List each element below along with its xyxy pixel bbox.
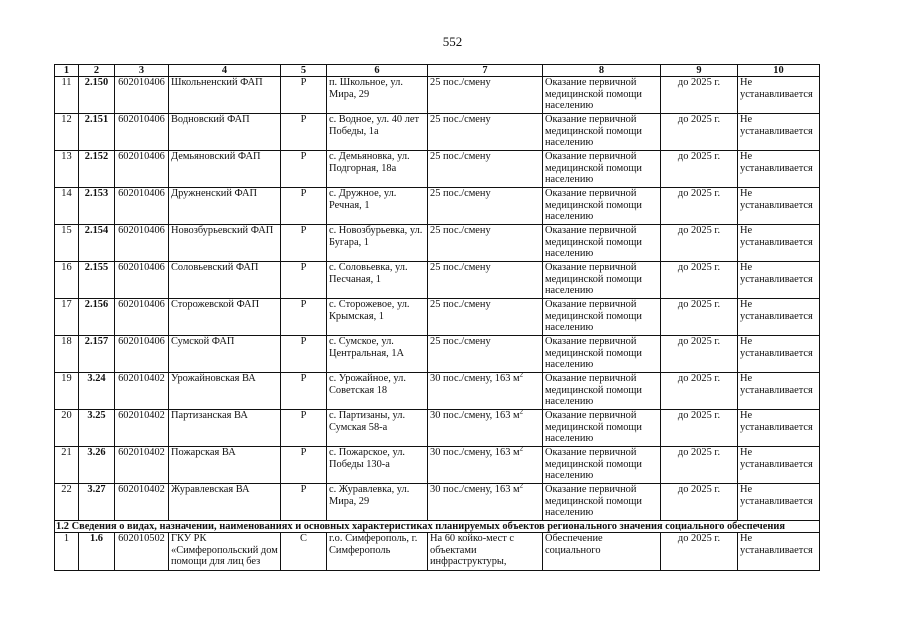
cell-code xyxy=(79,77,115,114)
cell-code: 1.6 xyxy=(79,533,115,571)
cell-deadline-text: до 2025 г. xyxy=(677,262,721,273)
cell-name xyxy=(169,447,281,484)
cell-zone xyxy=(738,114,820,151)
cell-capacity xyxy=(428,114,543,151)
cell-address xyxy=(327,373,428,410)
table-row xyxy=(55,410,820,447)
cell-okpd-text: 602010406 xyxy=(118,336,165,347)
cell-zone xyxy=(738,484,820,521)
cell-type-text: Р xyxy=(300,373,307,384)
cell-number xyxy=(55,151,79,188)
column-header: 9 xyxy=(661,65,738,77)
cell-deadline xyxy=(661,299,738,336)
cell-capacity-text: 30 пос./смену, 163 м xyxy=(430,410,520,421)
cell-address xyxy=(327,77,428,114)
cell-type xyxy=(281,151,327,188)
cell-deadline xyxy=(661,225,738,262)
column-header: 6 xyxy=(327,65,428,77)
cell-capacity xyxy=(428,373,543,410)
cell-address-text: с. Демьяновка, ул. Подгорная, 18а xyxy=(329,151,410,174)
cell-type xyxy=(281,447,327,484)
cell-capacity-text: 30 пос./смену, 163 м xyxy=(430,447,520,458)
cell-okpd: 602010502 xyxy=(115,533,169,571)
cell-deadline xyxy=(661,373,738,410)
cell-number-text: 13 xyxy=(61,151,72,162)
cell-address-text: с. Сумское, ул. Центральная, 1А xyxy=(329,336,405,359)
cell-zone-text: Не устанавливается xyxy=(740,299,813,322)
cell-capacity-text: 25 пос./смену xyxy=(430,114,491,125)
cell-capacity-text: 25 пос./смену xyxy=(430,188,491,199)
cell-code-text: 3.27 xyxy=(87,484,106,495)
cell-purpose-text: Оказание первичной медицинской помощи населению xyxy=(545,336,642,371)
cell-capacity-text: 25 пос./смену xyxy=(430,262,491,273)
cell-okpd-text: 602010402 xyxy=(118,410,165,421)
cell-type-text: Р xyxy=(300,336,307,347)
cell-deadline xyxy=(661,114,738,151)
cell-number-text: 19 xyxy=(61,373,72,384)
cell-type-text: Р xyxy=(300,299,307,310)
table-row xyxy=(55,188,820,225)
cell-okpd xyxy=(115,484,169,521)
cell-capacity-text: 30 пос./смену, 163 м xyxy=(430,373,520,384)
cell-purpose xyxy=(543,225,661,262)
cell-address-text: с. Водное, ул. 40 лет Победы, 1а xyxy=(329,114,420,137)
cell-code-text: 2.155 xyxy=(84,262,109,273)
table-row xyxy=(55,299,820,336)
cell-number xyxy=(55,447,79,484)
cell-type: С xyxy=(281,533,327,571)
cell-name xyxy=(169,151,281,188)
cell-capacity xyxy=(428,299,543,336)
cell-capacity-text: 25 пос./смену xyxy=(430,336,491,347)
cell-name xyxy=(169,484,281,521)
cell-type-text: Р xyxy=(300,410,307,421)
cell-name xyxy=(169,373,281,410)
cell-zone xyxy=(738,151,820,188)
column-header: 2 xyxy=(79,65,115,77)
cell-address-text: с. Дружное, ул. Речная, 1 xyxy=(329,188,397,211)
cell-code xyxy=(79,151,115,188)
cell-deadline-text: до 2025 г. xyxy=(677,114,721,125)
cell-address xyxy=(327,114,428,151)
cell-address xyxy=(327,484,428,521)
cell-name-text: Урожайновская ВА xyxy=(171,373,256,384)
cell-deadline xyxy=(661,484,738,521)
cell-zone xyxy=(738,447,820,484)
column-header: 10 xyxy=(738,65,820,77)
cell-okpd xyxy=(115,225,169,262)
cell-okpd xyxy=(115,410,169,447)
cell-zone-text: Не устанавливается xyxy=(740,336,813,359)
column-header: 5 xyxy=(281,65,327,77)
cell-type xyxy=(281,484,327,521)
cell-purpose xyxy=(543,410,661,447)
cell-address xyxy=(327,225,428,262)
cell-deadline-text: до 2025 г. xyxy=(677,373,721,384)
cell-code-text: 2.156 xyxy=(84,299,109,310)
cell-name xyxy=(169,188,281,225)
cell-capacity xyxy=(428,188,543,225)
cell-type-text: Р xyxy=(300,114,307,125)
cell-code-text: 2.151 xyxy=(84,114,109,125)
cell-number-text: 20 xyxy=(61,410,72,421)
table-row xyxy=(55,77,820,114)
cell-type xyxy=(281,77,327,114)
cell-deadline xyxy=(661,151,738,188)
cell-purpose xyxy=(543,336,661,373)
cell-zone xyxy=(738,77,820,114)
cell-purpose xyxy=(543,373,661,410)
cell-type xyxy=(281,188,327,225)
cell-deadline-text: до 2025 г. xyxy=(677,299,721,310)
cell-number-text: 15 xyxy=(61,225,72,236)
cell-number xyxy=(55,77,79,114)
cell-name xyxy=(169,299,281,336)
cell-capacity-text: 25 пос./смену xyxy=(430,225,491,236)
cell-number xyxy=(55,410,79,447)
square-meter-superscript: 2 xyxy=(519,409,524,416)
cell-zone xyxy=(738,410,820,447)
cell-type xyxy=(281,299,327,336)
cell-number xyxy=(55,262,79,299)
cell-address xyxy=(327,410,428,447)
cell-zone xyxy=(738,373,820,410)
cell-purpose xyxy=(543,188,661,225)
cell-code-text: 2.154 xyxy=(84,225,109,236)
cell-capacity xyxy=(428,77,543,114)
cell-code xyxy=(79,484,115,521)
cell-okpd xyxy=(115,114,169,151)
cell-name xyxy=(169,262,281,299)
cell-capacity xyxy=(428,151,543,188)
cell-capacity xyxy=(428,410,543,447)
cell-code xyxy=(79,447,115,484)
cell-name-text: Журавлевская ВА xyxy=(171,484,250,495)
cell-deadline xyxy=(661,262,738,299)
cell-address-text: с. Партизаны, ул. Сумская 58-а xyxy=(329,410,406,433)
cell-address-text: с. Урожайное, ул. Советская 18 xyxy=(329,373,406,396)
cell-okpd-text: 602010406 xyxy=(118,299,165,310)
cell-type xyxy=(281,410,327,447)
cell-number xyxy=(55,188,79,225)
cell-code xyxy=(79,262,115,299)
cell-capacity-text: 25 пос./смену xyxy=(430,151,491,162)
column-header: 1 xyxy=(55,65,79,77)
cell-purpose xyxy=(543,151,661,188)
cell-purpose-text: Оказание первичной медицинской помощи населению xyxy=(545,299,642,334)
cell-deadline xyxy=(661,336,738,373)
cell-zone-text: Не устанавливается xyxy=(740,484,813,507)
cell-name-text: Новозбурьевский ФАП xyxy=(171,225,274,236)
column-header: 4 xyxy=(169,65,281,77)
cell-okpd-text: 602010406 xyxy=(118,188,165,199)
cell-number xyxy=(55,336,79,373)
cell-code xyxy=(79,410,115,447)
cell-okpd xyxy=(115,77,169,114)
cell-number-text: 21 xyxy=(61,447,72,458)
cell-deadline-text: до 2025 г. xyxy=(677,447,721,458)
cell-capacity xyxy=(428,225,543,262)
cell-purpose xyxy=(543,77,661,114)
cell-name-text: Сумской ФАП xyxy=(171,336,235,347)
cell-purpose-text: Оказание первичной медицинской помощи населению xyxy=(545,77,642,112)
cell-zone xyxy=(738,188,820,225)
cell-address xyxy=(327,447,428,484)
cell-type xyxy=(281,262,327,299)
cell-address xyxy=(327,336,428,373)
cell-code-text: 3.24 xyxy=(87,373,106,384)
cell-zone-text: Не устанавливается xyxy=(740,447,813,470)
cell-okpd-text: 602010406 xyxy=(118,225,165,236)
cell-number-text: 14 xyxy=(61,188,72,199)
cell-number-text: 18 xyxy=(61,336,72,347)
cell-okpd xyxy=(115,447,169,484)
cell-number xyxy=(55,225,79,262)
cell-deadline xyxy=(661,410,738,447)
cell-name xyxy=(169,114,281,151)
cell-type-text: Р xyxy=(300,262,307,273)
table-row xyxy=(55,484,820,521)
cell-deadline-text: до 2025 г. xyxy=(677,77,721,88)
cell-type-text: Р xyxy=(300,484,307,495)
cell-zone-text: Не устанавливается xyxy=(740,77,813,100)
cell-address xyxy=(327,262,428,299)
cell-code xyxy=(79,188,115,225)
cell-address: г.о. Симферополь, г. Симферополь xyxy=(327,533,428,571)
cell-address-text: с. Журавлевка, ул. Мира, 29 xyxy=(329,484,410,507)
cell-code xyxy=(79,373,115,410)
cell-zone-text: Не устанавливается xyxy=(740,410,813,433)
cell-type xyxy=(281,114,327,151)
cell-type-text: Р xyxy=(300,225,307,236)
cell-name-text: Демьяновский ФАП xyxy=(171,151,261,162)
cell-purpose-text: Оказание первичной медицинской помощи населению xyxy=(545,114,642,149)
cell-deadline-text: до 2025 г. xyxy=(677,188,721,199)
cell-code-text: 2.152 xyxy=(84,151,109,162)
cell-okpd-text: 602010406 xyxy=(118,262,165,273)
cell-okpd xyxy=(115,262,169,299)
cell-zone-text: Не устанавливается xyxy=(740,225,813,248)
cell-capacity xyxy=(428,262,543,299)
cell-capacity-text: 30 пос./смену, 163 м xyxy=(430,484,520,495)
cell-code-text: 2.153 xyxy=(84,188,109,199)
cell-code xyxy=(79,299,115,336)
cell-code xyxy=(79,225,115,262)
cell-zone-text: Не устанавливается xyxy=(740,151,813,174)
cell-capacity xyxy=(428,447,543,484)
cell-address xyxy=(327,299,428,336)
cell-zone: Не устанавливается xyxy=(738,533,820,571)
cell-address xyxy=(327,188,428,225)
cell-deadline-text: до 2025 г. xyxy=(677,484,721,495)
cell-zone-text: Не устанавливается xyxy=(740,188,813,211)
cell-okpd-text: 602010406 xyxy=(118,77,165,88)
cell-deadline-text: до 2025 г. xyxy=(677,225,721,236)
cell-address-text: с. Сторожевое, ул. Крымская, 1 xyxy=(329,299,410,322)
cell-capacity: На 60 койко-мест с объектами инфраструктуры, xyxy=(428,533,543,571)
cell-name-text: Пожарская ВА xyxy=(171,447,236,458)
cell-type xyxy=(281,336,327,373)
cell-number-text: 12 xyxy=(61,114,72,125)
cell-type-text: Р xyxy=(300,77,307,88)
table-row xyxy=(55,151,820,188)
cell-deadline-text: до 2025 г. xyxy=(677,410,721,421)
cell-capacity xyxy=(428,336,543,373)
cell-purpose-text: Оказание первичной медицинской помощи населению xyxy=(545,484,642,519)
cell-purpose-text: Оказание первичной медицинской помощи населению xyxy=(545,225,642,260)
cell-okpd xyxy=(115,373,169,410)
section-heading-row xyxy=(55,521,820,533)
cell-name: ГКУ РК «Симферопольский дом помощи для лиц без xyxy=(169,533,281,571)
cell-address-text: п. Школьное, ул. Мира, 29 xyxy=(329,77,403,100)
cell-type xyxy=(281,373,327,410)
cell-deadline-text: до 2025 г. xyxy=(677,151,721,162)
cell-capacity-text: 25 пос./смену xyxy=(430,299,491,310)
cell-deadline-text: до 2025 г. xyxy=(677,336,721,347)
page-number: 552 xyxy=(442,34,463,49)
cell-address-text: с. Соловьевка, ул. Песчаная, 1 xyxy=(329,262,408,285)
cell-okpd-text: 602010406 xyxy=(118,114,165,125)
cell-code-text: 3.26 xyxy=(87,447,106,458)
table-row xyxy=(55,336,820,373)
cell-okpd-text: 602010406 xyxy=(118,151,165,162)
cell-name-text: Школьненский ФАП xyxy=(171,77,263,88)
cell-type xyxy=(281,225,327,262)
cell-number: 1 xyxy=(55,533,79,571)
table-row xyxy=(55,447,820,484)
cell-name xyxy=(169,225,281,262)
cell-okpd-text: 602010402 xyxy=(118,447,165,458)
cell-code-text: 2.150 xyxy=(84,77,109,88)
cell-number-text: 17 xyxy=(61,299,72,310)
table-row xyxy=(55,533,820,571)
cell-type-text: Р xyxy=(300,188,307,199)
cell-number xyxy=(55,299,79,336)
cell-number xyxy=(55,114,79,151)
header-row xyxy=(55,65,820,77)
cell-code xyxy=(79,336,115,373)
cell-name xyxy=(169,336,281,373)
square-meter-superscript: 2 xyxy=(519,483,524,490)
cell-capacity xyxy=(428,484,543,521)
cell-okpd xyxy=(115,188,169,225)
table-row xyxy=(55,114,820,151)
cell-number xyxy=(55,484,79,521)
cell-zone-text: Не устанавливается xyxy=(740,114,813,137)
cell-zone xyxy=(738,336,820,373)
cell-okpd xyxy=(115,151,169,188)
square-meter-superscript: 2 xyxy=(519,446,524,453)
cell-purpose xyxy=(543,114,661,151)
objects-table xyxy=(54,64,820,571)
cell-deadline xyxy=(661,188,738,225)
cell-number-text: 16 xyxy=(61,262,72,273)
cell-purpose: Обеспечение социального xyxy=(543,533,661,571)
cell-code-text: 2.157 xyxy=(84,336,109,347)
cell-purpose-text: Оказание первичной медицинской помощи населению xyxy=(545,373,642,408)
column-header: 8 xyxy=(543,65,661,77)
cell-name-text: Водновский ФАП xyxy=(171,114,250,125)
cell-number-text: 22 xyxy=(61,484,72,495)
cell-deadline: до 2025 г. xyxy=(661,533,738,571)
cell-zone-text: Не устанавливается xyxy=(740,373,813,396)
square-meter-superscript: 2 xyxy=(519,372,524,379)
cell-name-text: Дружненский ФАП xyxy=(171,188,258,199)
cell-name xyxy=(169,410,281,447)
cell-name xyxy=(169,77,281,114)
cell-zone-text: Не устанавливается xyxy=(740,262,813,285)
cell-purpose xyxy=(543,484,661,521)
cell-zone xyxy=(738,262,820,299)
table-row xyxy=(55,373,820,410)
section-heading: 1.2 Сведения о видах, назначении, наименованиях и основных характеристиках планируемых объектов регионального значения социального обеспечения xyxy=(55,521,820,533)
cell-address-text: с. Новозбурьевка, ул. Бугара, 1 xyxy=(329,225,423,248)
cell-purpose xyxy=(543,299,661,336)
cell-okpd-text: 602010402 xyxy=(118,373,165,384)
cell-address-text: с. Пожарское, ул. Победы 130-а xyxy=(329,447,406,470)
cell-zone xyxy=(738,225,820,262)
cell-purpose xyxy=(543,447,661,484)
cell-code-text: 3.25 xyxy=(87,410,106,421)
column-header: 7 xyxy=(428,65,543,77)
cell-zone xyxy=(738,299,820,336)
cell-name-text: Соловьевский ФАП xyxy=(171,262,259,273)
cell-okpd xyxy=(115,299,169,336)
table-row xyxy=(55,225,820,262)
cell-purpose-text: Оказание первичной медицинской помощи населению xyxy=(545,447,642,482)
cell-deadline xyxy=(661,447,738,484)
column-header: 3 xyxy=(115,65,169,77)
cell-capacity-text: 25 пос./смену xyxy=(430,77,491,88)
cell-deadline xyxy=(661,77,738,114)
cell-okpd-text: 602010402 xyxy=(118,484,165,495)
cell-purpose-text: Оказание первичной медицинской помощи населению xyxy=(545,188,642,223)
cell-okpd xyxy=(115,336,169,373)
cell-name-text: Сторожевской ФАП xyxy=(171,299,260,310)
cell-code xyxy=(79,114,115,151)
cell-type-text: Р xyxy=(300,151,307,162)
cell-number-text: 11 xyxy=(61,77,72,88)
cell-purpose xyxy=(543,262,661,299)
cell-purpose-text: Оказание первичной медицинской помощи населению xyxy=(545,151,642,186)
table-row xyxy=(55,262,820,299)
cell-address xyxy=(327,151,428,188)
cell-number xyxy=(55,373,79,410)
cell-purpose-text: Оказание первичной медицинской помощи населению xyxy=(545,262,642,297)
cell-name-text: Партизанская ВА xyxy=(171,410,248,421)
cell-type-text: Р xyxy=(300,447,307,458)
cell-purpose-text: Оказание первичной медицинской помощи населению xyxy=(545,410,642,445)
